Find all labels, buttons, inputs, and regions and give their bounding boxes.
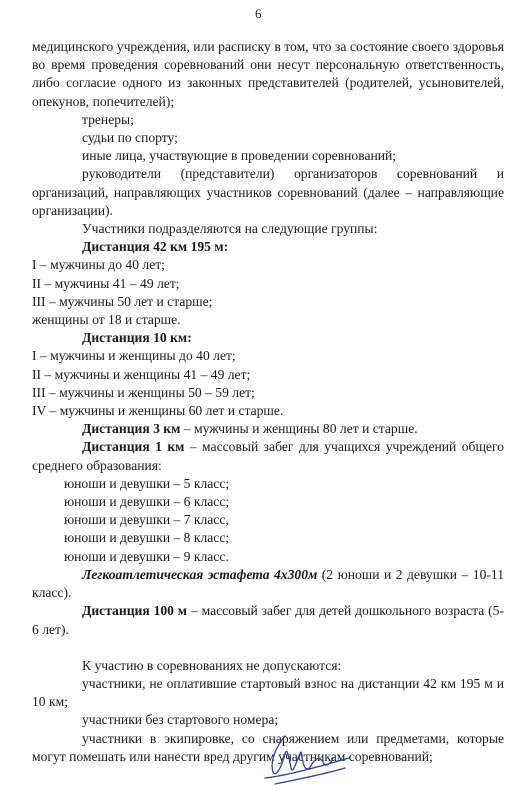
paragraph-groups-intro: Участники подразделяются на следующие группы: bbox=[82, 221, 378, 237]
paragraph-1km bbox=[32, 438, 504, 474]
class-item-6: юноши и девушки – 6 класс; bbox=[64, 494, 230, 510]
group-marathon-women: женщины от 18 и старше. bbox=[32, 312, 181, 328]
text-relay: (2 юноши и 2 девушки – 10-11 класс). bbox=[32, 566, 504, 601]
page-content bbox=[32, 38, 504, 766]
list-item-coaches: тренеры; bbox=[82, 111, 134, 127]
class-item-9: юноши и девушки – 9 класс. bbox=[64, 548, 229, 564]
group-10km-2: II – мужчины и женщины 41 – 49 лет; bbox=[32, 366, 251, 382]
signature-stroke bbox=[265, 736, 349, 784]
class-item-7: юноши и девушки – 7 класс, bbox=[64, 512, 229, 528]
group-10km-1: I – мужчины и женщины до 40 лет; bbox=[32, 348, 236, 364]
class-item-8: юноши и девушки – 8 класс; bbox=[64, 530, 230, 546]
paragraph-relay bbox=[32, 566, 504, 602]
group-10km-3: III – мужчины и женщины 50 – 59 лет; bbox=[32, 384, 255, 400]
paragraph-not-admitted: К участию в соревнованиях не допускаются: bbox=[82, 657, 342, 673]
paragraph-medical: медицинского учреждения, или расписку в том, что за состояние своего здоровья во время проведения соревнований они несут персональную ответственность, либо согласие одного из законных представителей (родителей, усыновителей, опекунов, попечителей); bbox=[32, 39, 504, 109]
list-item-leaders: руководители (представители) организаторов соревнований и организаций, направляющих участников соревнований (далее – направляющие организации). bbox=[32, 166, 504, 218]
heading-3km: Дистанция 3 км bbox=[82, 421, 181, 437]
class-item-5: юноши и девушки – 5 класс; bbox=[64, 475, 230, 491]
signature-image bbox=[245, 728, 355, 788]
list-item-other-persons: иные лица, участвующие в проведении соревнований; bbox=[82, 148, 397, 164]
page-number: 6 bbox=[255, 6, 262, 21]
list-item-equipment: участники в экипировке, со снаряжением или предметами, которые могут помешать или нанести вред другим участникам соревнований; bbox=[32, 730, 504, 764]
group-10km-4: IV – мужчины и женщины 60 лет и старше. bbox=[32, 403, 284, 419]
heading-100m: Дистанция 100 м bbox=[82, 603, 188, 619]
heading-marathon bbox=[32, 238, 504, 256]
heading-relay-text: Легкоатлетическая эстафета 4х300м bbox=[82, 566, 318, 582]
paragraph-gap bbox=[32, 639, 504, 657]
paragraph-100m bbox=[32, 602, 504, 638]
heading-marathon-text: Дистанция 42 км 195 м: bbox=[82, 239, 229, 255]
heading-relay bbox=[82, 567, 317, 582]
heading-1km: Дистанция 1 км bbox=[82, 439, 185, 455]
group-marathon-1: I – мужчины до 40 лет; bbox=[32, 257, 165, 273]
text-3km: – мужчины и женщины 80 лет и старше. bbox=[180, 421, 418, 437]
paragraph-3km bbox=[32, 420, 504, 438]
list-item-judges: судьи по спорту; bbox=[82, 130, 178, 146]
text-100m: – массовый забег для детей дошкольного возраста (5-6 лет). bbox=[32, 603, 504, 637]
heading-10km-text: Дистанция 10 км: bbox=[82, 330, 192, 346]
heading-10km bbox=[32, 329, 504, 347]
group-marathon-2: II – мужчины 41 – 49 лет; bbox=[32, 275, 180, 291]
text-1km: – массовый забег для учащихся учреждений общего среднего образования: bbox=[32, 439, 504, 473]
group-marathon-3: III – мужчины 50 лет и старше; bbox=[32, 293, 213, 309]
list-item-unpaid: участники, не оплатившие стартовый взнос на дистанции 42 км 195 м и 10 км; bbox=[32, 675, 504, 710]
list-item-no-number: участники без стартового номера; bbox=[82, 712, 279, 728]
